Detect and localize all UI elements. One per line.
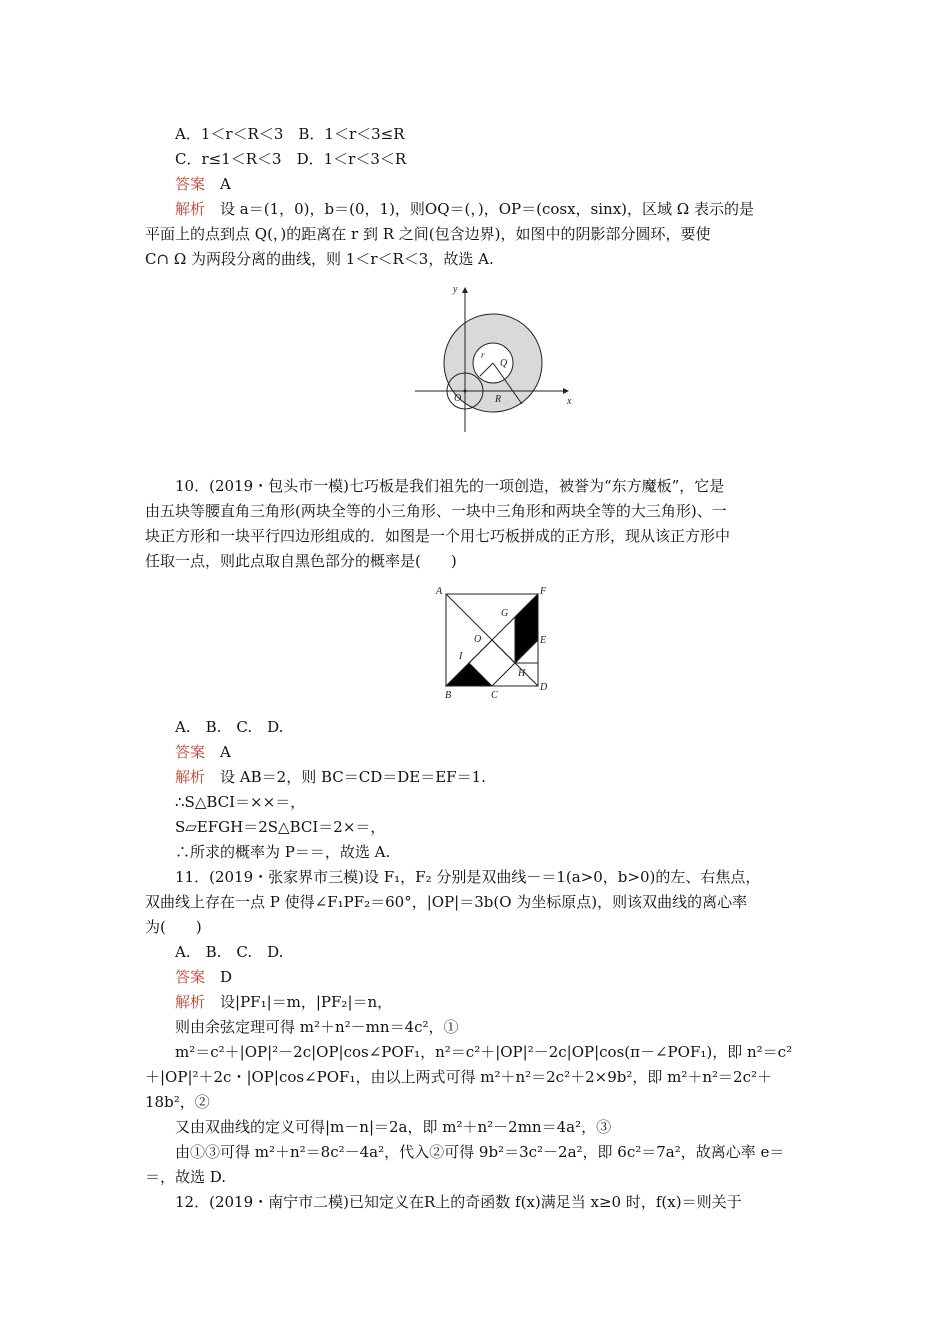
label-C: C bbox=[491, 690, 498, 701]
q9-answer bbox=[175, 174, 231, 194]
answer-label: 答案 bbox=[175, 968, 206, 986]
q9-analysis-line2: 平面上的点到点 Q(，)的距离在 r 到 R 之间(包含边界)，如图中的阴影部分圆环，要使 bbox=[145, 225, 711, 243]
q11-analysis-line6: 又由双曲线的定义可得|m－n|＝2a，即 m²＋n²－2mn＝4a²，③ bbox=[175, 1118, 612, 1136]
q10-options: A. B. C. D. bbox=[175, 718, 284, 736]
q11-line2: 双曲线上存在一点 P 使得∠F₁PF₂＝60°，|OP|＝3b(O 为坐标原点)，则该双曲线的离心率 bbox=[145, 893, 748, 911]
label-y: y bbox=[453, 284, 458, 295]
q11-analysis-line7: 由①③可得 m²＋n²＝8c²－4a²，代入②可得 9b²＝3c²－2a²，即 6c²＝7a²，故离心率 e＝ bbox=[175, 1143, 785, 1161]
analysis-label: 解析 bbox=[175, 993, 206, 1011]
q9-options-line2: C．r≤1＜R＜3 D．1＜r＜3＜R bbox=[175, 150, 407, 168]
q11-analysis-line8: ＝，故选 D. bbox=[145, 1168, 227, 1186]
q10-line4: 任取一点，则此点取自黑色部分的概率是( ) bbox=[145, 552, 457, 570]
analysis-label: 解析 bbox=[175, 200, 206, 218]
q9-options-line1: A．1＜r＜R＜3 B．1＜r＜3≤R bbox=[175, 125, 405, 143]
analysis-text: 设 AB＝2，则 BC＝CD＝DE＝EF＝1. bbox=[220, 768, 486, 786]
answer-value: D bbox=[220, 968, 233, 986]
label-x: x bbox=[567, 396, 572, 407]
label-O: O bbox=[474, 634, 482, 645]
label-G: G bbox=[501, 608, 509, 619]
q9-analysis-line3: C∩ Ω 为两段分离的曲线，则 1＜r＜R＜3，故选 A. bbox=[145, 250, 494, 268]
q10-analysis-line2: ∴S△BCI＝××＝， bbox=[175, 793, 306, 811]
label-origin: O bbox=[454, 393, 462, 404]
label-B: B bbox=[445, 690, 452, 701]
analysis-label: 解析 bbox=[175, 768, 206, 786]
label-small-r: r bbox=[481, 350, 485, 360]
answer-value: A bbox=[220, 175, 231, 193]
q11-analysis-line4: ＋|OP|²＋2c・|OP|cos∠POF₁，由以上两式可得 m²＋n²＝2c²＋2×9b²，即 m²＋n²＝2c²＋ bbox=[145, 1068, 773, 1086]
tangram-figure bbox=[430, 582, 560, 702]
annulus-figure bbox=[410, 280, 580, 440]
q11-line3: 为( ) bbox=[145, 918, 202, 936]
q11-analysis-line3: m²＝c²＋|OP|²－2c|OP|cos∠POF₁，n²＝c²＋|OP|²－2c|OP|cos(π－∠POF₁)，即 n²＝c² bbox=[175, 1043, 793, 1061]
q11-analysis-line5: 18b²，② bbox=[145, 1093, 210, 1111]
analysis-text: 设|PF₁|＝m，|PF₂|＝n， bbox=[220, 993, 393, 1011]
label-F: F bbox=[540, 586, 547, 597]
q11-analysis-line2: 则由余弦定理可得 m²＋n²－mn＝4c²，① bbox=[175, 1018, 459, 1036]
black-triangle bbox=[446, 663, 492, 686]
answer-label: 答案 bbox=[175, 743, 206, 761]
q11-analysis-line1 bbox=[175, 992, 392, 1012]
label-center: Q bbox=[500, 358, 508, 369]
answer-value: A bbox=[220, 743, 231, 761]
q12-line1: 12．(2019・南宁市二模)已知定义在R上的奇函数 f(x)满足当 x≥0 时，f(x)＝则关于 bbox=[175, 1193, 742, 1211]
q9-analysis-line1 bbox=[175, 199, 754, 219]
q11-line1: 11．(2019・张家界市三模)设 F₁，F₂ 分别是双曲线－＝1(a>0，b>0)的左、右焦点， bbox=[175, 868, 761, 886]
q10-analysis-line3: S▱EFGH＝2S△BCI＝2×＝， bbox=[175, 818, 386, 836]
q11-options: A. B. C. D. bbox=[175, 943, 284, 961]
label-H: H bbox=[518, 668, 526, 679]
label-big-r: R bbox=[495, 394, 502, 405]
q10-answer bbox=[175, 742, 231, 762]
q10-line1: 10．(2019・包头市一模)七巧板是我们祖先的一项创造，被誉为“东方魔板”，它是 bbox=[175, 477, 725, 495]
q10-line3: 块正方形和一块平行四边形组成的．如图是一个用七巧板拼成的正方形，现从该正方形中 bbox=[145, 527, 731, 545]
answer-label: 答案 bbox=[175, 175, 206, 193]
label-A: A bbox=[436, 586, 443, 597]
label-I: I bbox=[459, 651, 463, 662]
analysis-text: 设 a＝(1，0)，b＝(0，1)，则OQ＝(，)，OP＝(cosx，sinx)，区域 Ω 表示的是 bbox=[220, 200, 754, 218]
label-E: E bbox=[540, 635, 547, 646]
q10-line2: 由五块等腰直角三角形(两块全等的小三角形、一块中三角形和两块全等的大三角形)、一 bbox=[145, 502, 727, 520]
label-D: D bbox=[540, 682, 548, 693]
q10-analysis-line4: ∴所求的概率为 P＝＝，故选 A. bbox=[175, 843, 391, 861]
q10-analysis-line1 bbox=[175, 767, 486, 787]
q11-answer bbox=[175, 967, 232, 987]
black-parallelogram bbox=[515, 594, 538, 663]
